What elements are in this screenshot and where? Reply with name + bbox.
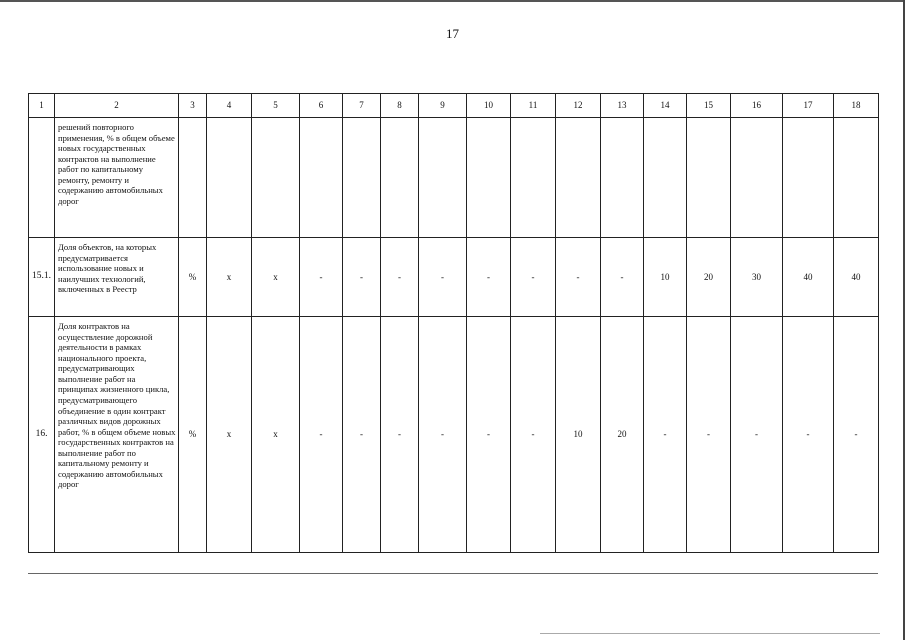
table-cell: x	[252, 317, 300, 553]
table-cell	[556, 118, 601, 238]
header-cell: 2	[55, 94, 179, 118]
table-cell	[381, 118, 419, 238]
table-cell: x	[207, 317, 252, 553]
table-cell	[419, 118, 467, 238]
table-cell: -	[556, 238, 601, 317]
header-cell: 7	[343, 94, 381, 118]
table-cell: -	[687, 317, 731, 553]
table-cell: -	[419, 317, 467, 553]
table-cell	[511, 118, 556, 238]
row-description: Доля объектов, на которых предусматривается использование новых и наилучших технологий, включенных в Реестр	[55, 238, 179, 317]
header-cell: 14	[644, 94, 687, 118]
table-cell	[783, 118, 834, 238]
table-cell	[343, 118, 381, 238]
header-cell: 12	[556, 94, 601, 118]
table-cell	[252, 118, 300, 238]
header-cell: 1	[29, 94, 55, 118]
table-cell: 20	[687, 238, 731, 317]
header-cell: 11	[511, 94, 556, 118]
header-cell: 3	[179, 94, 207, 118]
page-number: 17	[446, 26, 459, 41]
table-cell	[687, 118, 731, 238]
row-description: Доля контрактов на осуществление дорожной деятельности в рамках национального проекта, предусматривающих выполнение работ на принципах жизненного цикла, предусматривающего объединение в один контракт различных видов дорожных работ, % в общем объеме новых государственных контрактов на выполнение работ по капитальному ремонту и содержанию автомобильных дорог	[55, 317, 179, 553]
table-cell	[207, 118, 252, 238]
row-number: 15.1.	[29, 238, 55, 317]
row-description: решений повторного применения, % в общем объеме новых государственных контрактов на выполнение работ по капитальному ремонту, ремонту и содержанию автомобильных дорог	[55, 118, 179, 238]
table-cell: -	[343, 317, 381, 553]
indicators-table	[28, 93, 879, 553]
table-cell: 30	[731, 238, 783, 317]
table-cell: -	[467, 317, 511, 553]
header-cell: 9	[419, 94, 467, 118]
table-cell: 10	[644, 238, 687, 317]
table-cell	[179, 118, 207, 238]
table-cell	[300, 118, 343, 238]
table-cell: x	[207, 238, 252, 317]
header-cell: 6	[300, 94, 343, 118]
scan-artifact-line	[540, 633, 880, 634]
header-cell: 17	[783, 94, 834, 118]
table-cell: -	[644, 317, 687, 553]
table-cell: %	[179, 238, 207, 317]
page-top-edge	[0, 0, 905, 2]
table-cell: -	[511, 238, 556, 317]
row-number	[29, 118, 55, 238]
header-row	[29, 94, 879, 118]
header-cell: 16	[731, 94, 783, 118]
header-cell: 18	[834, 94, 879, 118]
table-cell: -	[343, 238, 381, 317]
table-cell: 40	[834, 238, 879, 317]
table-cell: -	[419, 238, 467, 317]
table-cell: 40	[783, 238, 834, 317]
header-cell: 15	[687, 94, 731, 118]
table-cell: x	[252, 238, 300, 317]
table-cell	[467, 118, 511, 238]
table-cell: -	[300, 317, 343, 553]
table-row	[29, 118, 879, 238]
header-cell: 8	[381, 94, 419, 118]
table-cell: -	[381, 238, 419, 317]
table-cell: -	[467, 238, 511, 317]
header-cell: 10	[467, 94, 511, 118]
table-cell: %	[179, 317, 207, 553]
row-number: 16.	[29, 317, 55, 553]
header-cell: 13	[601, 94, 644, 118]
table-cell	[834, 118, 879, 238]
bottom-rule	[28, 573, 878, 574]
table-cell: -	[381, 317, 419, 553]
table-cell	[644, 118, 687, 238]
table-cell: -	[783, 317, 834, 553]
table-cell	[731, 118, 783, 238]
table-cell: -	[731, 317, 783, 553]
table-cell: -	[834, 317, 879, 553]
table-cell	[601, 118, 644, 238]
table-cell: 10	[556, 317, 601, 553]
table-row	[29, 238, 879, 317]
table-cell: -	[601, 238, 644, 317]
table-cell: -	[511, 317, 556, 553]
header-cell: 4	[207, 94, 252, 118]
header-cell: 5	[252, 94, 300, 118]
table-row	[29, 317, 879, 553]
table-cell: -	[300, 238, 343, 317]
table-cell: 20	[601, 317, 644, 553]
